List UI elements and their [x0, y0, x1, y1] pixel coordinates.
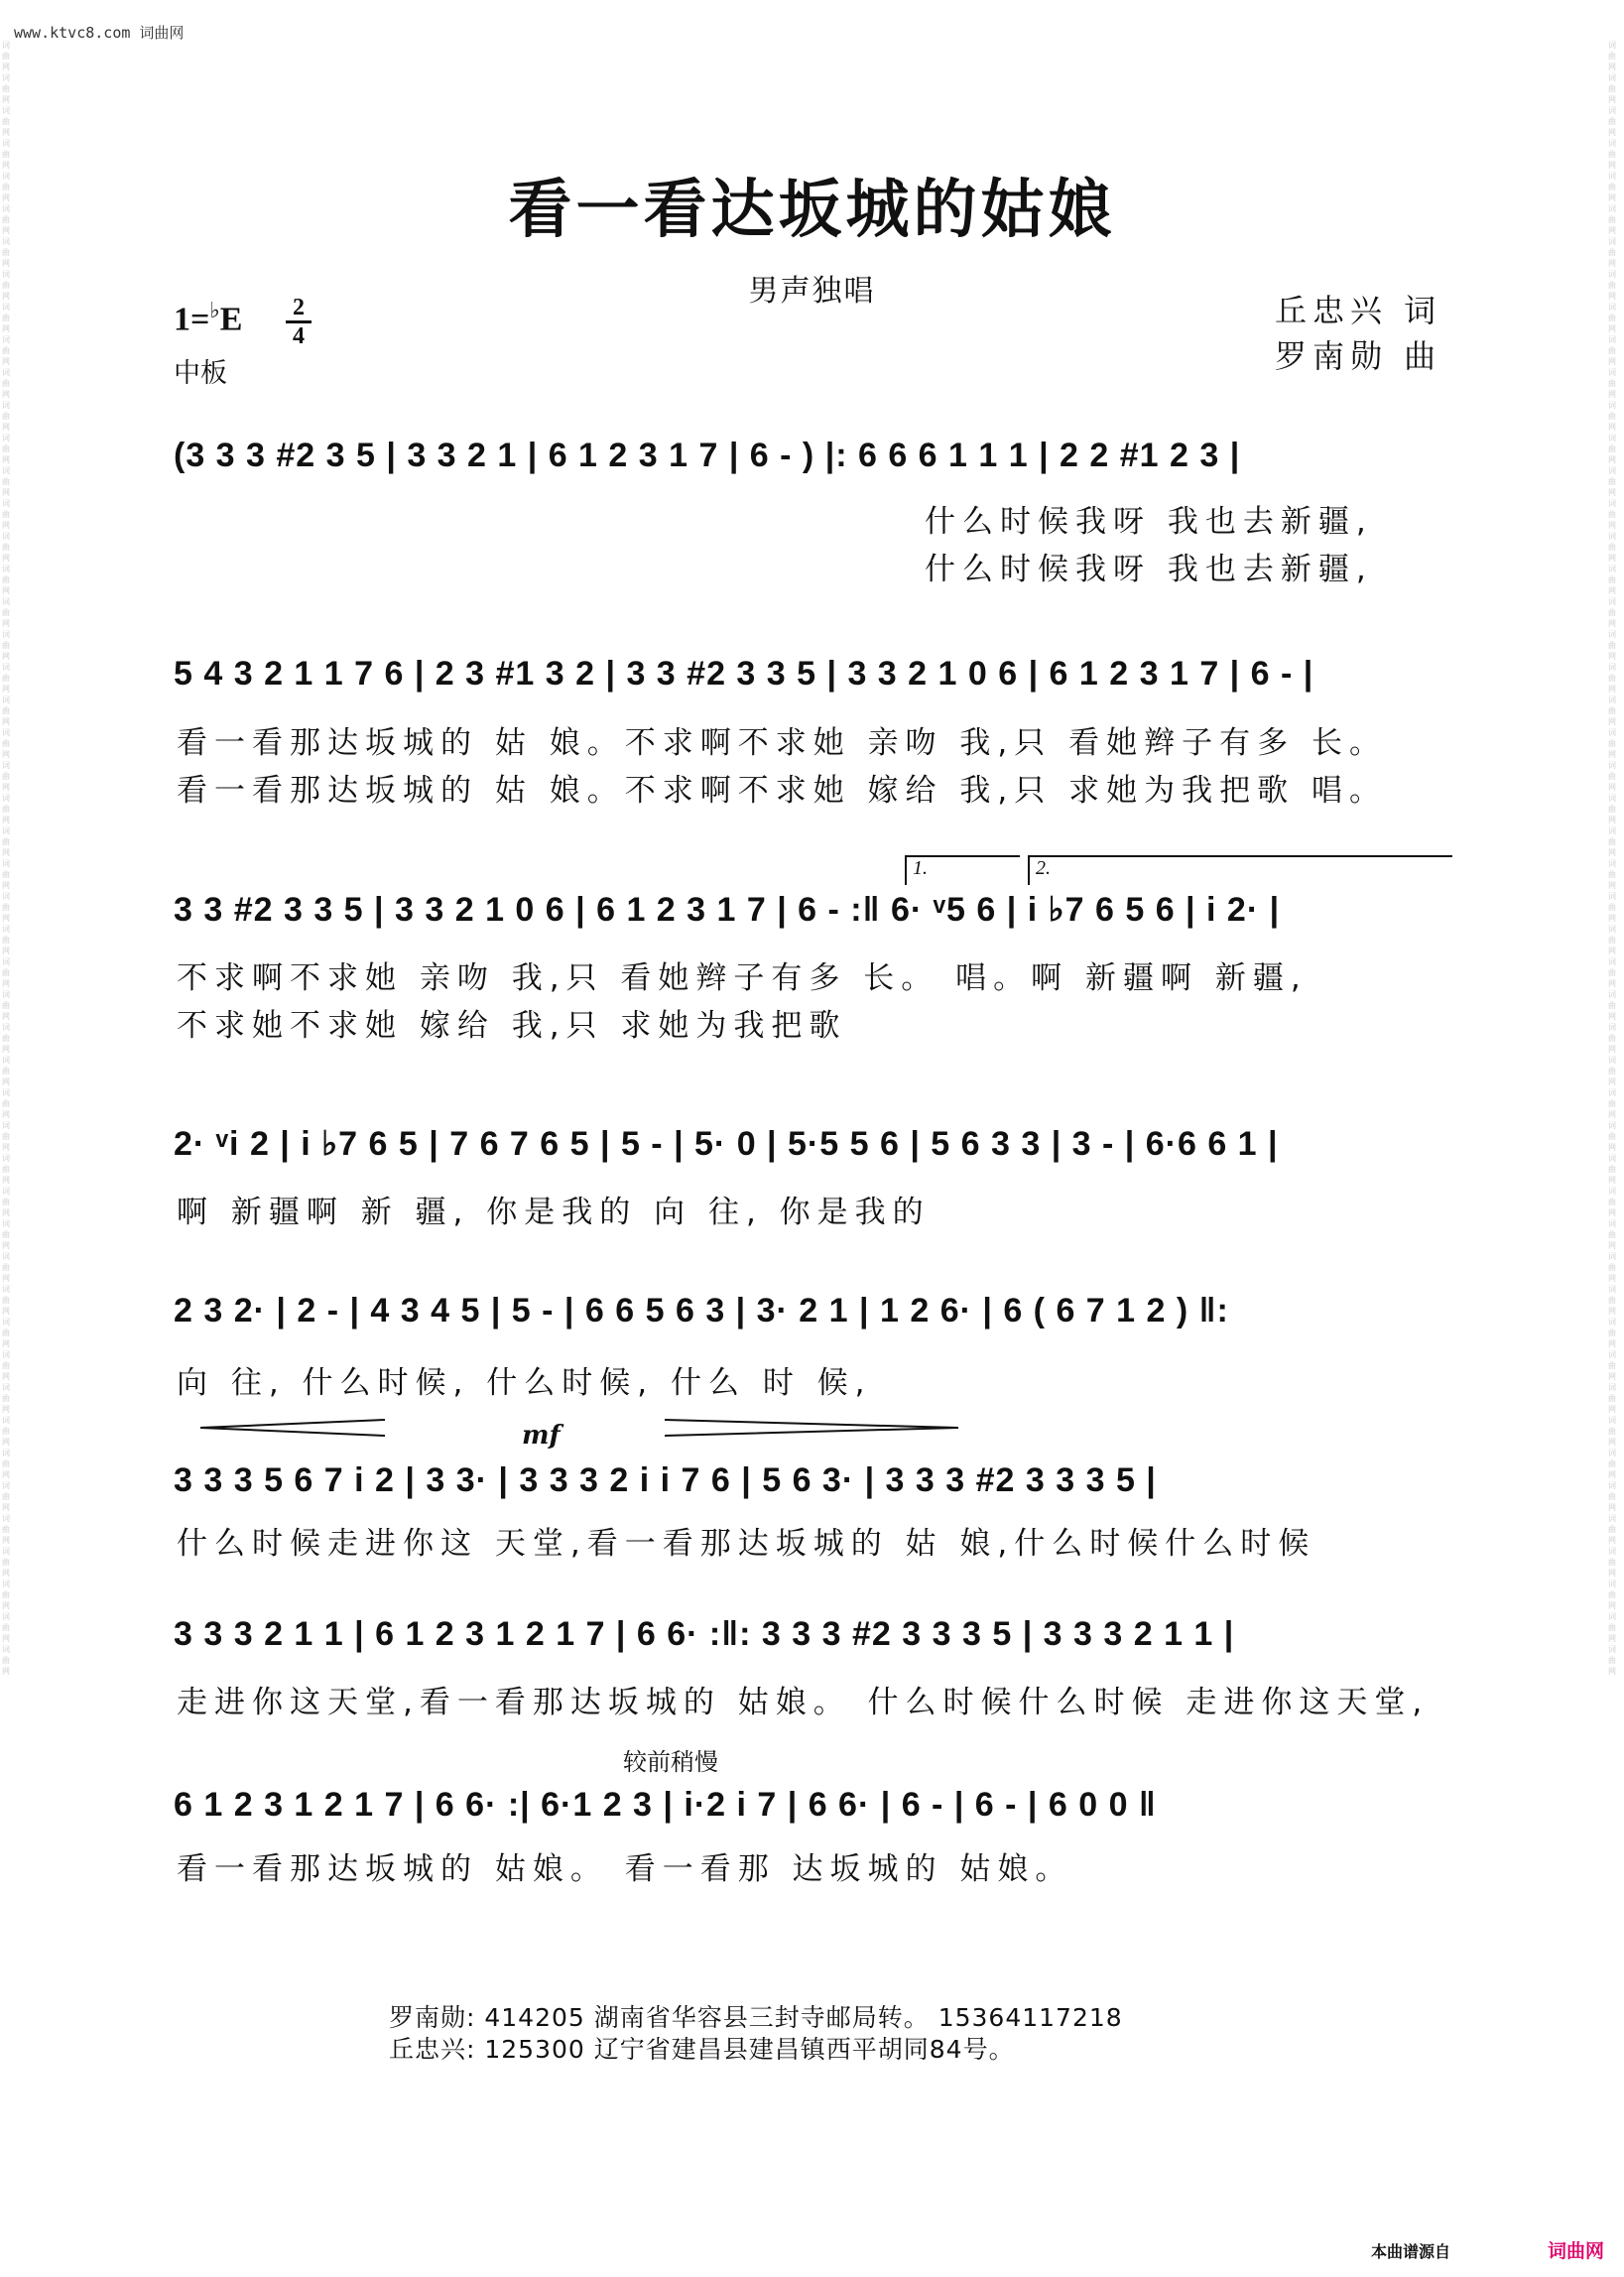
- tempo-change-marking: 较前稍慢: [623, 1748, 718, 1776]
- key-signature: [174, 298, 242, 338]
- key-prefix: 1=: [174, 301, 210, 338]
- lyric-line-8: 看一看那达坂城的 姑娘。 看一看那 达坂城的 姑娘。: [177, 1851, 1073, 1887]
- lyric-line-7: 走进你这天堂,看一看那达坂城的 姑娘。 什么时候什么时候 走进你这天堂,: [177, 1685, 1430, 1720]
- notation-line-7: 3 3 3 2 1 1 | 6 1 2 3 1 2 1 7 | 6 6· :‖: 3 3 3 #2 3 3 3 5 | 3 3 3 2 1 1 |: [174, 1615, 1235, 1653]
- lyric-line-6: 什么时候走进你这 天堂,看一看那达坂城的 姑 娘,什么时候什么时候: [177, 1526, 1316, 1562]
- crescendo-hairpin: [198, 1417, 387, 1439]
- dynamic-mark: mf: [522, 1421, 561, 1451]
- lyric-line-3-verse-1: 不求啊不求她 亲吻 我,只 看她辫子有多 长。 唱。啊 新疆啊 新疆,: [177, 960, 1308, 996]
- decrescendo-hairpin: [663, 1417, 960, 1439]
- contact-composer: 罗南勋: 414205 湖南省华容县三封寺邮局转。 15364117218: [389, 2003, 1123, 2032]
- lyric-line-2-verse-1: 看一看那达坂城的 姑 娘。不求啊不求她 亲吻 我,只 看她辫子有多 长。: [177, 725, 1387, 761]
- notation-line-3: 3 3 #2 3 3 5 | 3 3 2 1 0 6 | 6 1 2 3 1 7 | 6 - :‖ 6· ᵛ5 6 | i ♭7 6 5 6 | i 2· |: [174, 891, 1281, 929]
- time-sig-bottom: 4: [293, 323, 305, 349]
- side-watermark-left: 词曲网词曲网词曲网词曲网词曲网词曲网词曲网词曲网词曲网词曲网词曲网词曲网词曲网词曲网词曲网词曲网词曲网词曲网词曲网词曲网词曲网词曲网词曲网词曲网词曲网词曲网词曲网词曲网词曲网词曲网词曲网词曲网词曲网词曲网词曲网词曲网词曲网词曲网词曲网词曲网词曲网词曲网词曲网词曲网词曲网词曲网词曲网词曲网词曲网词曲网: [2, 41, 10, 1676]
- lyric-line-1-verse-2: 什么时候我呀 我也去新疆,: [925, 552, 1373, 587]
- key-note: E: [219, 301, 243, 338]
- notation-line-1: (3 3 3 #2 3 5 | 3 3 2 1 | 6 1 2 3 1 7 | 6 - ) |: 6 6 6 1 1 1 | 2 2 #1 2 3 |: [174, 437, 1241, 474]
- lyric-line-5: 向 往, 什么时候, 什么时候, 什么 时 候,: [177, 1365, 872, 1401]
- lyric-line-4: 啊 新疆啊 新 疆, 你是我的 向 往, 你是我的: [177, 1195, 931, 1230]
- volta-second-ending: 2.: [1028, 855, 1452, 885]
- tempo-marking: 中板: [174, 358, 227, 389]
- song-title: 看一看达坂城的姑娘: [508, 173, 1116, 247]
- composer-credit: 罗南勋 曲: [1275, 337, 1442, 375]
- contact-lyricist: 丘忠兴: 125300 辽宁省建昌县建昌镇西平胡同84号。: [389, 2035, 1015, 2064]
- time-sig-top: 2: [293, 295, 305, 320]
- lyric-line-3-verse-2: 不求她不求她 嫁给 我,只 求她为我把歌: [177, 1008, 847, 1044]
- lyric-line-2-verse-2: 看一看那达坂城的 姑 娘。不求啊不求她 嫁给 我,只 求她为我把歌 唱。: [177, 773, 1387, 809]
- site-watermark: www.ktvc8.com 词曲网: [14, 24, 185, 42]
- side-watermark-right: 词曲网词曲网词曲网词曲网词曲网词曲网词曲网词曲网词曲网词曲网词曲网词曲网词曲网词曲网词曲网词曲网词曲网词曲网词曲网词曲网词曲网词曲网词曲网词曲网词曲网词曲网词曲网词曲网词曲网词曲网词曲网词曲网词曲网词曲网词曲网词曲网词曲网词曲网词曲网词曲网词曲网词曲网词曲网词曲网词曲网词曲网词曲网词曲网词曲网词曲网: [1608, 41, 1616, 1676]
- notation-line-6: 3 3 3 5 6 7 i 2 | 3 3· | 3 3 3 2 i i 7 6 | 5 6 3· | 3 3 3 #2 3 3 3 5 |: [174, 1461, 1157, 1499]
- flat-sign: ♭: [209, 298, 220, 322]
- time-signature: [286, 296, 312, 348]
- source-logo[interactable]: 词曲网: [1547, 2240, 1604, 2262]
- notation-line-4: 2· ᵛi 2 | i ♭7 6 5 | 7 6 7 6 5 | 5 - | 5· 0 | 5·5 5 6 | 5 6 3 3 | 3 - | 6·6 6 1 |: [174, 1125, 1279, 1163]
- notation-line-2: 5 4 3 2 1 1 7 6 | 2 3 #1 3 2 | 3 3 #2 3 3 5 | 3 3 2 1 0 6 | 6 1 2 3 1 7 | 6 - |: [174, 655, 1314, 693]
- song-subtitle: 男声独唱: [748, 274, 876, 309]
- notation-line-8: 6 1 2 3 1 2 1 7 | 6 6· :| 6·1 2 3 | i·2 i 7 | 6 6· | 6 - | 6 - | 6 0 0 ‖: [174, 1786, 1157, 1824]
- lyric-line-1-verse-1: 什么时候我呀 我也去新疆,: [925, 504, 1373, 540]
- source-note: 本曲谱源自: [1370, 2242, 1450, 2261]
- volta-first-ending: 1.: [905, 855, 1020, 885]
- notation-line-5: 2 3 2· | 2 - | 4 3 4 5 | 5 - | 6 6 5 6 3 | 3· 2 1 | 1 2 6· | 6 ( 6 7 1 2 ) ‖:: [174, 1292, 1229, 1329]
- lyricist-credit: 丘忠兴 词: [1275, 292, 1442, 329]
